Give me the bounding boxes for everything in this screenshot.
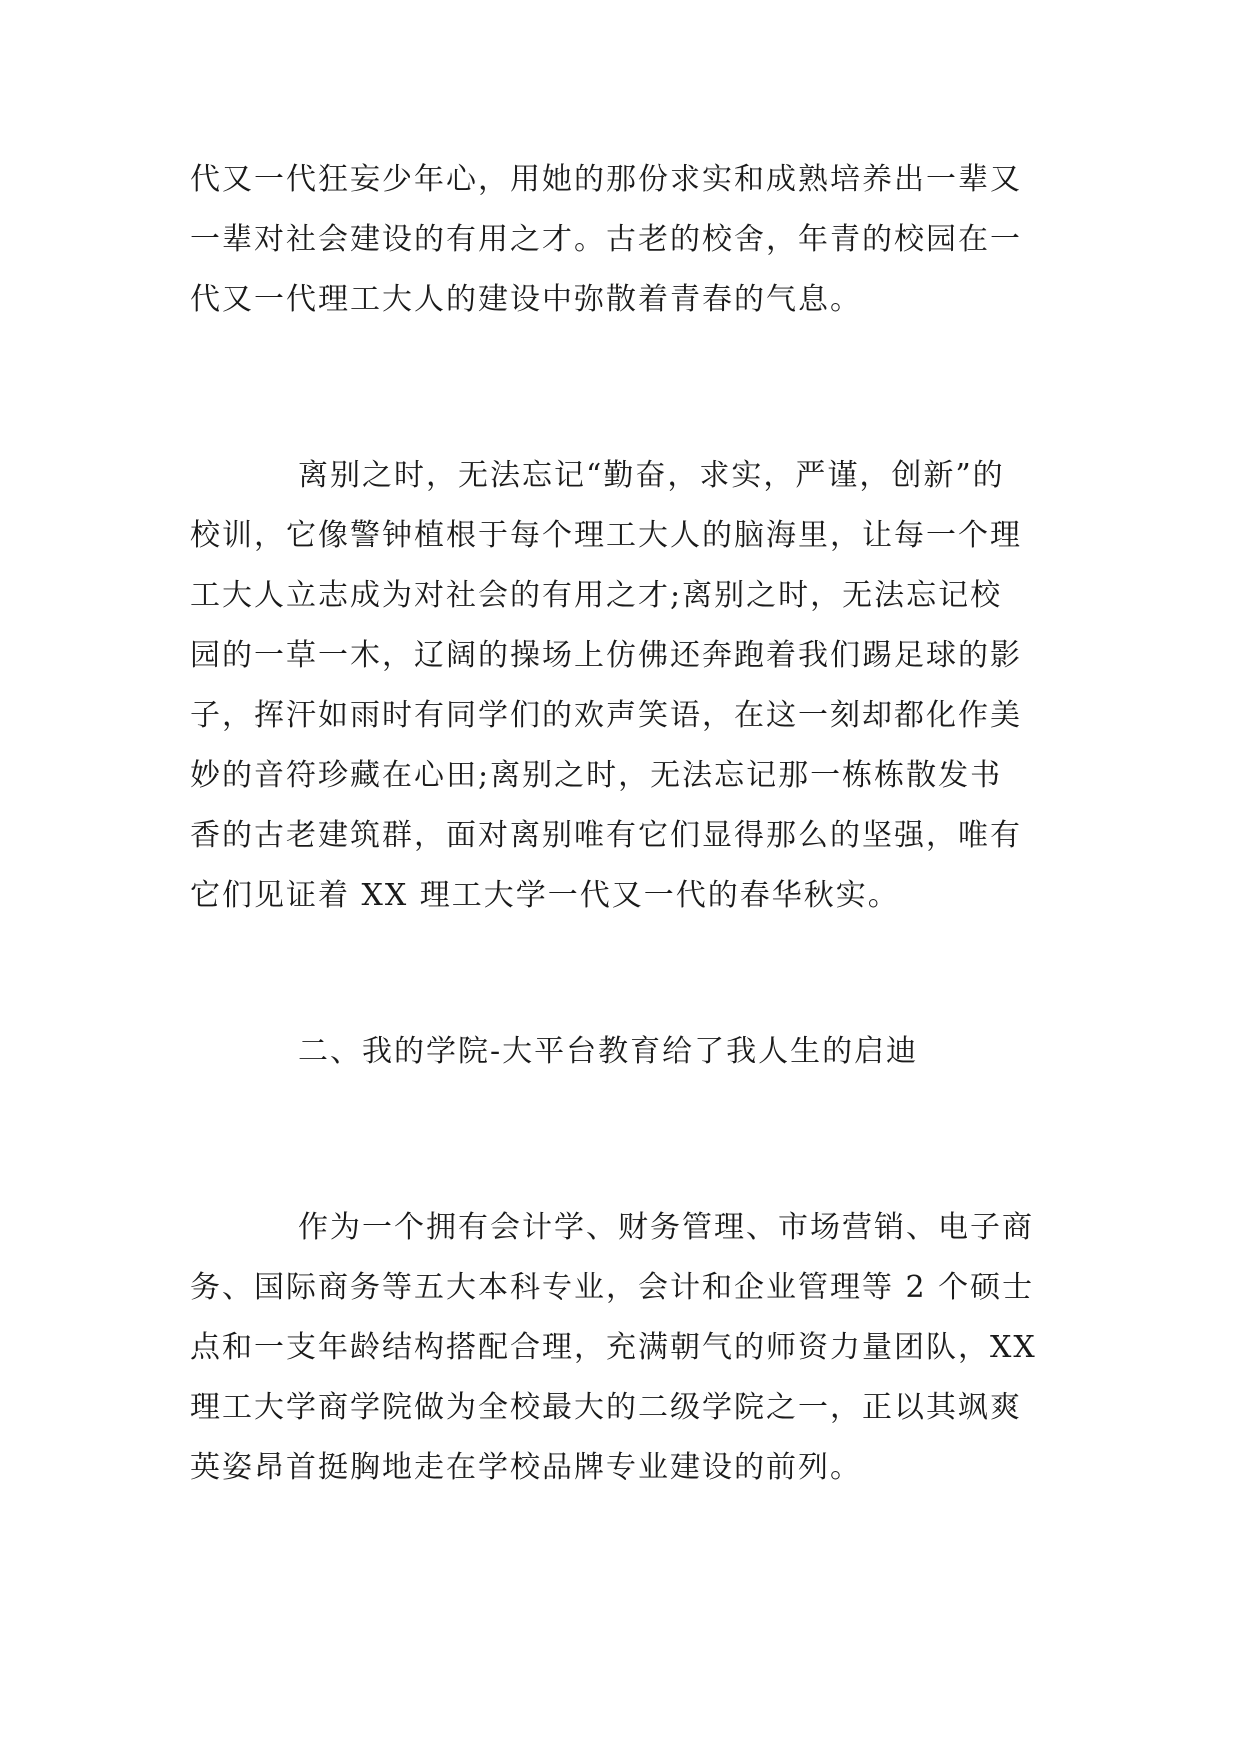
paragraph-2 <box>190 446 1050 926</box>
paragraph-line: 一辈对社会建设的有用之才。古老的校舍，年青的校园在一 <box>190 222 1022 257</box>
paragraph-3 <box>190 1198 1050 1498</box>
paragraph-line: 园的一草一木，辽阔的操场上仿佛还奔跑着我们踢足球的影 <box>190 638 1022 673</box>
paragraph-line: 代又一代狂妄少年心，用她的那份求实和成熟培养出一辈又 <box>190 162 1022 197</box>
paragraph-line: 校训，它像警钟植根于每个理工大人的脑海里，让每一个理 <box>190 518 1022 553</box>
paragraph-line: 作为一个拥有会计学、财务管理、市场营销、电子商 <box>298 1210 1034 1245</box>
paragraph-line: 香的古老建筑群，面对离别唯有它们显得那么的坚强，唯有 <box>190 818 1022 853</box>
paragraph-line: 子，挥汗如雨时有同学们的欢声笑语，在这一刻却都化作美 <box>190 698 1022 733</box>
section-heading-block <box>190 1022 1050 1082</box>
paragraph-line: 理工大学商学院做为全校最大的二级学院之一，正以其飒爽 <box>190 1390 1022 1425</box>
section-heading: 二、我的学院-大平台教育给了我人生的启迪 <box>298 1034 919 1069</box>
paragraph-line: 务、国际商务等五大本科专业，会计和企业管理等 2 个硕士 <box>190 1270 1035 1305</box>
paragraph-1 <box>190 150 1050 330</box>
paragraph-line: 工大人立志成为对社会的有用之才;离别之时，无法忘记校 <box>190 578 1003 613</box>
paragraph-line: 它们见证着 XX 理工大学一代又一代的春华秋实。 <box>190 878 900 913</box>
paragraph-line: 离别之时，无法忘记“勤奋，求实，严谨，创新”的 <box>298 458 1005 493</box>
paragraph-line: 点和一支年龄结构搭配合理，充满朝气的师资力量团队，XX <box>190 1330 1037 1365</box>
paragraph-line: 英姿昂首挺胸地走在学校品牌专业建设的前列。 <box>190 1450 862 1485</box>
paragraph-line: 妙的音符珍藏在心田;离别之时，无法忘记那一栋栋散发书 <box>190 758 1003 793</box>
paragraph-line: 代又一代理工大人的建设中弥散着青春的气息。 <box>190 282 862 317</box>
